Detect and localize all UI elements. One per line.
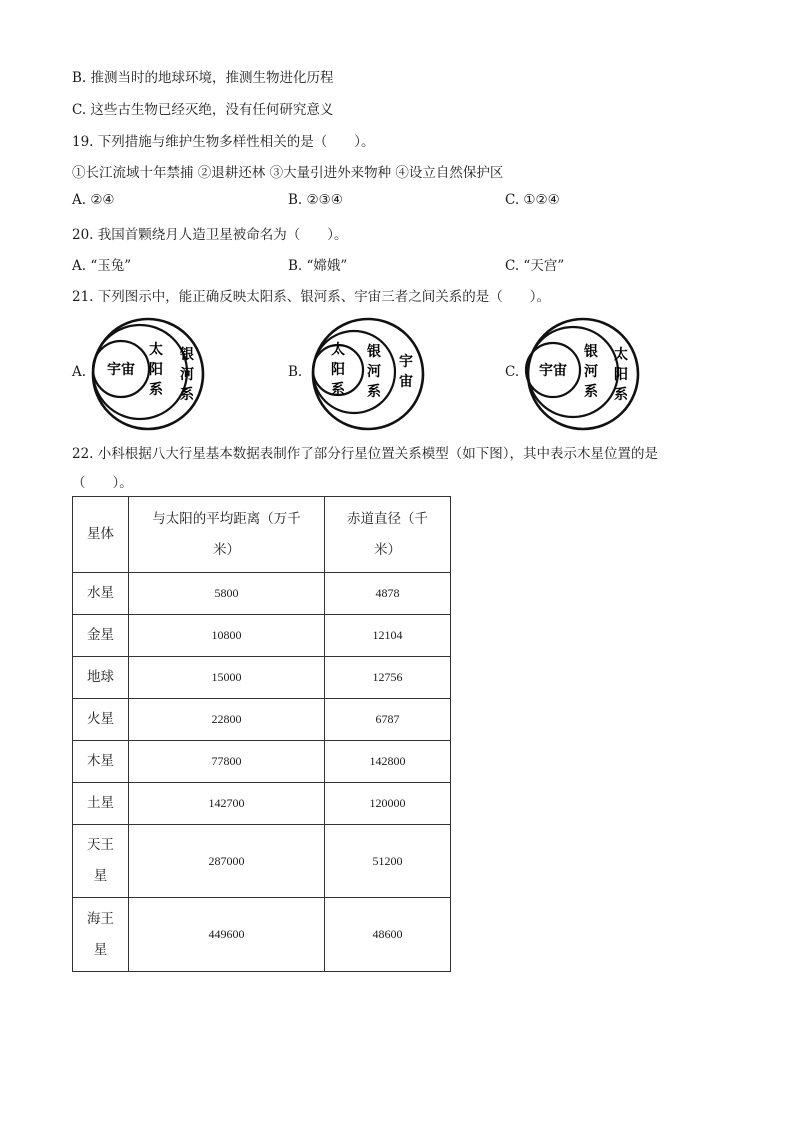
row-distance: 5800	[129, 573, 325, 615]
table-row	[73, 898, 451, 972]
row-body-name	[73, 898, 129, 972]
header-distance	[129, 497, 325, 573]
row-diameter: 120000	[325, 783, 451, 825]
q20-option-c: C. “天宫”	[505, 258, 565, 274]
diagram-b-inner-char-3: 系	[331, 382, 345, 398]
q19-option-a: A. ②④	[72, 192, 115, 208]
header-diameter-line-1: 赤道直径（千	[347, 510, 428, 527]
row-distance: 22800	[129, 699, 325, 741]
table-row	[73, 783, 451, 825]
diagram-c-outer-char-3: 系	[614, 387, 628, 403]
q19-option-c: C. ①②④	[505, 192, 560, 208]
row-body-name-line-2: 星	[93, 868, 108, 884]
header-body: 星体	[73, 497, 129, 573]
diagram-b-outer-char-2: 宙	[399, 374, 413, 390]
q21-diagram-b	[308, 316, 432, 432]
diagram-b-outer-char-1: 宇	[399, 354, 413, 370]
row-body-name: 木星	[73, 741, 129, 783]
diagram-c-middle-char-3: 系	[584, 384, 598, 400]
row-distance: 449600	[129, 898, 325, 972]
header-diameter	[325, 497, 451, 573]
row-body-name-line-1: 天王	[87, 837, 114, 853]
q19-stem: 19. 下列措施与维护生物多样性相关的是（ ）。	[72, 134, 375, 150]
table-row	[73, 699, 451, 741]
diagram-c-outer-char-2: 阳	[614, 367, 628, 383]
diagram-b-inner-char-1: 太	[331, 342, 345, 358]
row-diameter: 4878	[325, 573, 451, 615]
diagram-c-inner-text: 宇宙	[539, 363, 567, 379]
table-row	[73, 741, 451, 783]
header-distance-line-2: 米）	[213, 541, 240, 558]
table-row	[73, 615, 451, 657]
q18-option-c: C. 这些古生物已经灭绝，没有任何研究意义	[72, 102, 334, 118]
planet-data-table	[72, 496, 451, 972]
diagram-c-outer-char-1: 太	[614, 347, 628, 363]
diagram-a-outer-char-1: 银	[180, 347, 194, 363]
row-diameter: 51200	[325, 825, 451, 898]
q21-diagram-b-label: B.	[288, 364, 303, 380]
row-body-name: 地球	[73, 657, 129, 699]
diagram-c-middle-char-2: 河	[584, 364, 598, 380]
row-distance: 287000	[129, 825, 325, 898]
row-distance: 142700	[129, 783, 325, 825]
table-row	[73, 657, 451, 699]
diagram-a-outer-char-2: 河	[180, 367, 194, 383]
q20-option-b: B. “嫦娥”	[288, 258, 348, 274]
diagram-b-middle-char-3: 系	[367, 384, 381, 400]
row-distance: 77800	[129, 741, 325, 783]
table-header-row	[73, 497, 451, 573]
q18-option-b: B. 推测当时的地球环境，推测生物进化历程	[72, 70, 334, 86]
q22-stem-line-2: （ ）。	[72, 475, 133, 491]
row-body-name: 土星	[73, 783, 129, 825]
q19-items: ①长江流域十年禁捕 ②退耕还林 ③大量引进外来物种 ④设立自然保护区	[72, 165, 504, 181]
diagram-a-middle-char-2: 阳	[149, 362, 163, 378]
diagram-b-inner-char-2: 阳	[331, 362, 345, 378]
q21-stem: 21. 下列图示中，能正确反映太阳系、银河系、宇宙三者之间关系的是（ ）。	[72, 289, 551, 305]
row-body-name	[73, 825, 129, 898]
row-diameter: 142800	[325, 741, 451, 783]
diagram-c-middle-char-1: 银	[584, 344, 598, 360]
row-body-name-line-2: 星	[93, 941, 108, 958]
diagram-a-middle-char-3: 系	[149, 382, 163, 398]
row-body-name: 火星	[73, 699, 129, 741]
q22-stem-line-1: 22. 小科根据八大行星基本数据表制作了部分行星位置关系模型（如下图），其中表示木星位置的是	[72, 446, 659, 462]
q20-stem: 20. 我国首颗绕月人造卫星被命名为（ ）。	[72, 227, 348, 243]
diagram-b-middle-char-1: 银	[367, 344, 381, 360]
diagram-a-middle-char-1: 太	[149, 342, 163, 358]
row-distance: 15000	[129, 657, 325, 699]
row-diameter: 12756	[325, 657, 451, 699]
row-distance: 10800	[129, 615, 325, 657]
q21-diagram-c	[523, 316, 647, 432]
row-diameter: 6787	[325, 699, 451, 741]
q21-diagram-c-label: C.	[505, 364, 520, 380]
q20-option-a: A. “玉兔”	[72, 258, 132, 274]
diagram-a-inner-text: 宇宙	[107, 362, 135, 378]
q21-diagram-a	[88, 316, 212, 432]
diagram-b-middle-char-2: 河	[367, 364, 381, 380]
table-row	[73, 573, 451, 615]
row-diameter: 12104	[325, 615, 451, 657]
diagram-a-outer-char-3: 系	[180, 387, 194, 403]
table-row	[73, 825, 451, 898]
header-diameter-line-2: 米）	[374, 541, 401, 558]
row-diameter: 48600	[325, 898, 451, 972]
row-body-name: 水星	[73, 573, 129, 615]
q19-option-b: B. ②③④	[288, 192, 343, 208]
header-distance-line-1: 与太阳的平均距离（万千	[152, 510, 301, 527]
row-body-name: 金星	[73, 615, 129, 657]
row-body-name-line-1: 海王	[87, 910, 114, 927]
q21-diagram-a-label: A.	[72, 364, 87, 380]
